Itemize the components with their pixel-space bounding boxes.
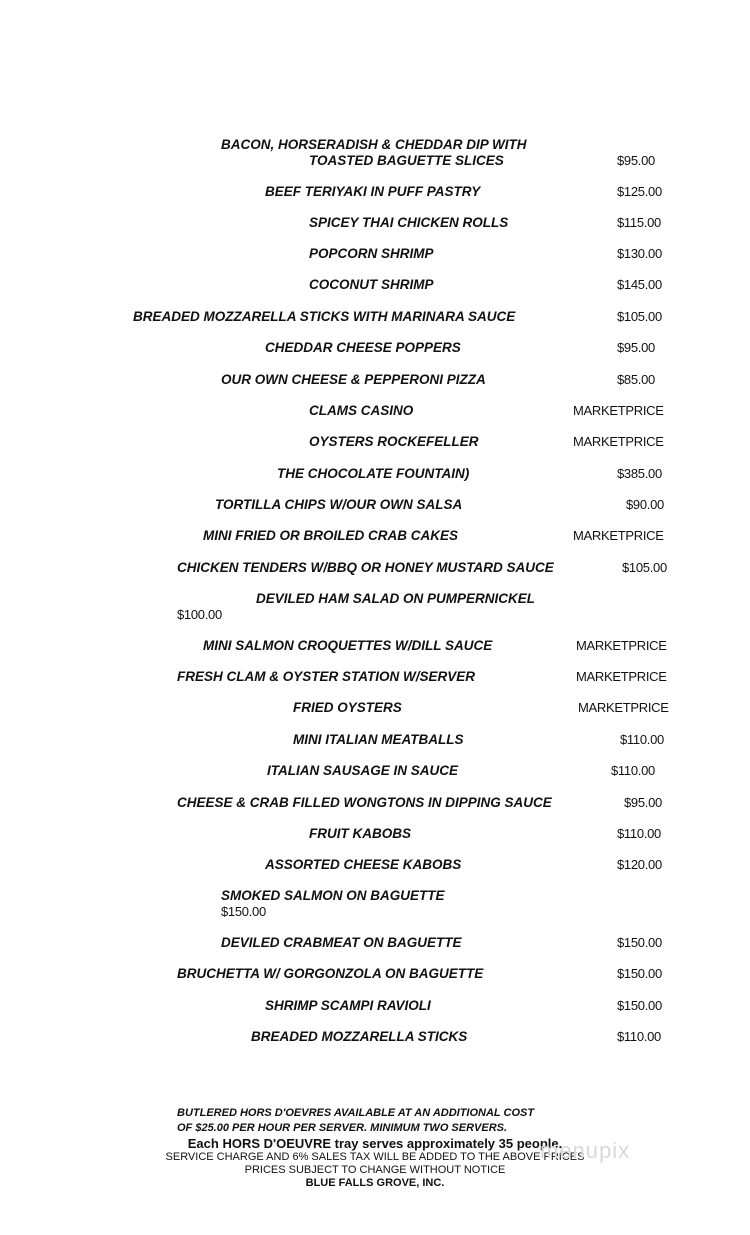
menu-item-price: MARKETPRICE — [573, 434, 664, 449]
menu-item-name: POPCORN SHRIMP — [309, 246, 434, 261]
menu-item-name: BREADED MOZZARELLA STICKS WITH MARINARA SAUCE — [133, 309, 516, 324]
menu-item-price: $125.00 — [617, 184, 662, 199]
menu-item-price: $150.00 — [617, 966, 662, 981]
menu-item-name: THE CHOCOLATE FOUNTAIN) — [277, 466, 470, 481]
menu-item-name: ITALIAN SAUSAGE IN SAUCE — [267, 763, 459, 778]
menu-item-price: $110.00 — [620, 732, 664, 747]
menu-item-name: TOASTED BAGUETTE SLICES — [309, 153, 504, 168]
butlered-note-line-2: OF $25.00 PER HOUR PER SERVER. MINIMUM TWO SERVERS. — [177, 1122, 508, 1134]
menu-item-price: $110.00 — [617, 826, 661, 841]
menu-item-price: $150.00 — [617, 998, 662, 1013]
menu-item-price: MARKETPRICE — [573, 528, 664, 543]
menu-item-price: $150.00 — [221, 904, 266, 919]
menu-item-name: TORTILLA CHIPS W/OUR OWN SALSA — [215, 497, 463, 512]
service-charge-note: SERVICE CHARGE AND 6% SALES TAX WILL BE ADDED TO THE ABOVE PRICES — [165, 1151, 585, 1163]
menu-item-name: BREADED MOZZARELLA STICKS — [251, 1029, 468, 1044]
menu-item-price: $95.00 — [624, 795, 662, 810]
menu-item-name: MINI FRIED OR BROILED CRAB CAKES — [203, 528, 459, 543]
menu-item-price: $145.00 — [617, 277, 662, 292]
menu-item-name: OUR OWN CHEESE & PEPPERONI PIZZA — [221, 372, 486, 387]
menu-item-name: BEEF TERIYAKI IN PUFF PASTRY — [265, 184, 481, 199]
menu-item-price: $110.00 — [617, 1029, 661, 1044]
menu-item-name: MINI ITALIAN MEATBALLS — [293, 732, 464, 747]
menu-item-name: SHRIMP SCAMPI RAVIOLI — [265, 998, 431, 1013]
menu-item-price: $110.00 — [611, 763, 655, 778]
menu-item-name: CHEESE & CRAB FILLED WONGTONS IN DIPPING SAUCE — [177, 795, 552, 810]
menu-item-name: ASSORTED CHEESE KABOBS — [265, 857, 462, 872]
menu-item-price: $150.00 — [617, 935, 662, 950]
menu-item-name: CHEDDAR CHEESE POPPERS — [265, 340, 461, 355]
menu-item-price: $95.00 — [617, 153, 655, 168]
menu-item-name: DEVILED CRABMEAT ON BAGUETTE — [221, 935, 462, 950]
menu-item-name: SMOKED SALMON ON BAGUETTE — [221, 888, 445, 903]
menu-item-name: CLAMS CASINO — [309, 403, 414, 418]
company-name: BLUE FALLS GROVE, INC. — [305, 1177, 445, 1189]
menu-item-price: $105.00 — [617, 309, 662, 324]
menu-item-name: DEVILED HAM SALAD ON PUMPERNICKEL — [256, 591, 536, 606]
menu-item-name: FRIED OYSTERS — [293, 700, 402, 715]
menu-item-price: $105.00 — [622, 560, 667, 575]
menu-item-name: MINI SALMON CROQUETTES W/DILL SAUCE — [203, 638, 493, 653]
menu-item-price: $85.00 — [617, 372, 655, 387]
menu-item-name: COCONUT SHRIMP — [309, 277, 434, 292]
tray-serving-note: Each HORS D'OEUVRE tray serves approximately 35 people. — [187, 1136, 563, 1151]
price-change-note: PRICES SUBJECT TO CHANGE WITHOUT NOTICE — [244, 1164, 506, 1176]
menu-item-price: $115.00 — [617, 215, 661, 230]
menu-item-name: FRUIT KABOBS — [309, 826, 411, 841]
menu-item-name: SPICEY THAI CHICKEN ROLLS — [309, 215, 509, 230]
menu-item-price: MARKETPRICE — [573, 403, 664, 418]
menu-item-name: OYSTERS ROCKEFELLER — [309, 434, 479, 449]
menu-item-price: $120.00 — [617, 857, 662, 872]
menu-item-price: $385.00 — [617, 466, 662, 481]
menu-item-name: BACON, HORSERADISH & CHEDDAR DIP WITH — [221, 137, 527, 152]
menu-item-price: MARKETPRICE — [576, 669, 667, 684]
menu-item-price: $95.00 — [617, 340, 655, 355]
menu-item-price: $90.00 — [626, 497, 664, 512]
menu-item-price: $100.00 — [177, 607, 222, 622]
menu-item-name: BRUCHETTA W/ GORGONZOLA ON BAGUETTE — [177, 966, 484, 981]
menu-item-name: CHICKEN TENDERS W/BBQ OR HONEY MUSTARD SAUCE — [177, 560, 554, 575]
menu-item-price: MARKETPRICE — [578, 700, 669, 715]
menu-item-price: MARKETPRICE — [576, 638, 667, 653]
menu-item-name: FRESH CLAM & OYSTER STATION W/SERVER — [177, 669, 476, 684]
menu-item-price: $130.00 — [617, 246, 662, 261]
watermark-logo: menupix — [540, 1138, 631, 1163]
butlered-note-line-1: BUTLERED HORS D'OEVRES AVAILABLE AT AN ADDITIONAL COST — [177, 1107, 535, 1119]
